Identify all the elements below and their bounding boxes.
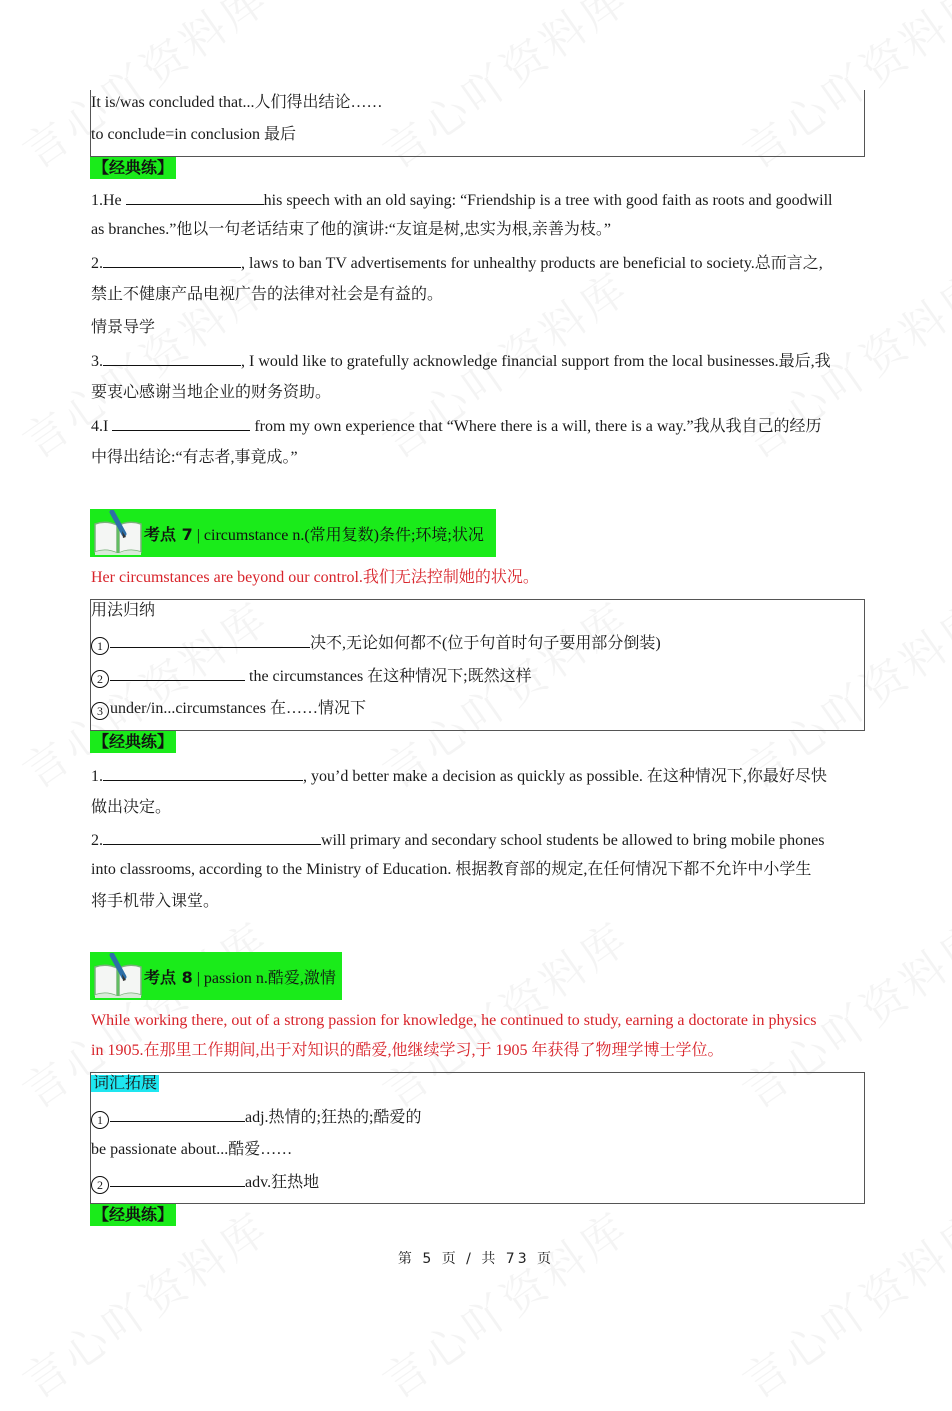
circled-number: 3 xyxy=(91,702,109,720)
section-8-banner xyxy=(90,952,342,1000)
exercise-translation: 要衷心感谢当地企业的财务资助。 xyxy=(91,384,332,401)
circled-number: 1 xyxy=(91,1111,109,1129)
answer-blank[interactable] xyxy=(112,416,250,431)
usage-item: 2 the circumstances 在这种情况下;既然这样 xyxy=(91,666,532,688)
answer-blank[interactable] xyxy=(110,666,245,681)
watermark xyxy=(728,1193,952,1411)
exercise-translation: 做出决定。 xyxy=(91,799,172,816)
answer-blank[interactable] xyxy=(103,253,241,268)
box-line: It is/was concluded that...人们得出结论…… xyxy=(91,94,383,111)
practice-tag: 【经典练】 xyxy=(90,157,176,179)
watermark xyxy=(368,1193,641,1411)
box-title: 词汇拓展 xyxy=(93,1075,158,1092)
subheading: 情景导学 xyxy=(91,319,156,336)
exercise-translation: 将手机带入课堂。 xyxy=(91,893,220,910)
example-sentence: Her circumstances are beyond our control.我们无法控制她的状况。 xyxy=(91,569,539,586)
exercise-item: 1.He his speech with an old saying: “Friendship is a tree with good faith as roots and goodwill xyxy=(91,192,833,209)
circled-number: 2 xyxy=(91,1176,109,1194)
usage-item: 3 under/in...circumstances 在……情况下 xyxy=(91,699,366,720)
exercise-translation: 中得出结论:“有志者,事竟成。” xyxy=(91,449,298,466)
answer-blank[interactable] xyxy=(126,190,264,205)
exercise-item: 2. , laws to ban TV advertisements for unhealthy products are beneficial to society.总而言之, xyxy=(91,255,823,272)
exercise-item: 4.I from my own experience that “Where there is a will, there is a way.”我从我自己的经历 xyxy=(91,418,822,435)
exercise-item: 2. will primary and secondary school students be allowed to bring mobile phones xyxy=(91,832,825,849)
answer-blank[interactable] xyxy=(103,766,303,781)
section-7-banner xyxy=(90,509,496,557)
circled-number: 2 xyxy=(91,670,109,688)
circled-number: 1 xyxy=(91,637,109,655)
answer-blank[interactable] xyxy=(110,1172,245,1187)
section-title: 考点 7 | circumstance n.(常用复数)条件;环境;状况 xyxy=(144,524,484,544)
practice-tag: 【经典练】 xyxy=(90,731,176,753)
answer-blank[interactable] xyxy=(103,351,241,366)
exercise-item: 3. , I would like to gratefully acknowledge financial support from the local businesses.最后,我 xyxy=(91,353,831,370)
vocab-item: 1 adj.热情的;狂热的;酷爱的 xyxy=(91,1107,421,1129)
box-line: to conclude=in conclusion 最后 xyxy=(91,126,296,143)
practice-tag: 【经典练】 xyxy=(90,1204,176,1226)
answer-blank[interactable] xyxy=(110,1107,245,1122)
exercise-item: 1. , you’d better make a decision as quickly as possible. 在这种情况下,你最好尽快 xyxy=(91,768,827,785)
exercise-translation: into classrooms, according to the Ministry of Education. 根据教育部的规定,在任何情况下都不允许中小学生 xyxy=(91,861,812,878)
section-title: 考点 8 | passion n.酷爱,激情 xyxy=(144,967,336,987)
exercise-translation: as branches.”他以一句老话结束了他的演讲:“友谊是树,忠实为根,亲善为枝。” xyxy=(91,221,611,238)
vocab-item: be passionate about...酷爱…… xyxy=(91,1141,293,1158)
box-title: 用法归纳 xyxy=(91,602,156,619)
exercise-translation: 禁止不健康产品电视广告的法律对社会是有益的。 xyxy=(91,286,444,303)
open-book-pencil-icon xyxy=(92,953,144,999)
usage-item: 1 决不,无论如何都不(位于句首时句子要用部分倒装) xyxy=(91,633,661,655)
answer-blank[interactable] xyxy=(103,830,321,845)
open-book-pencil-icon xyxy=(92,510,144,556)
vocab-item: 2 adv.狂热地 xyxy=(91,1172,319,1194)
page-footer: 第 5 页 / 共 73 页 xyxy=(397,1251,555,1267)
example-sentence: in 1905.在那里工作期间,出于对知识的酷爱,他继续学习,于 1905 年获得了物理学博士学位。 xyxy=(91,1042,724,1059)
example-sentence: While working there, out of a strong passion for knowledge, he continued to study, earning a doctorate in physics xyxy=(91,1012,817,1029)
answer-blank[interactable] xyxy=(110,633,310,648)
